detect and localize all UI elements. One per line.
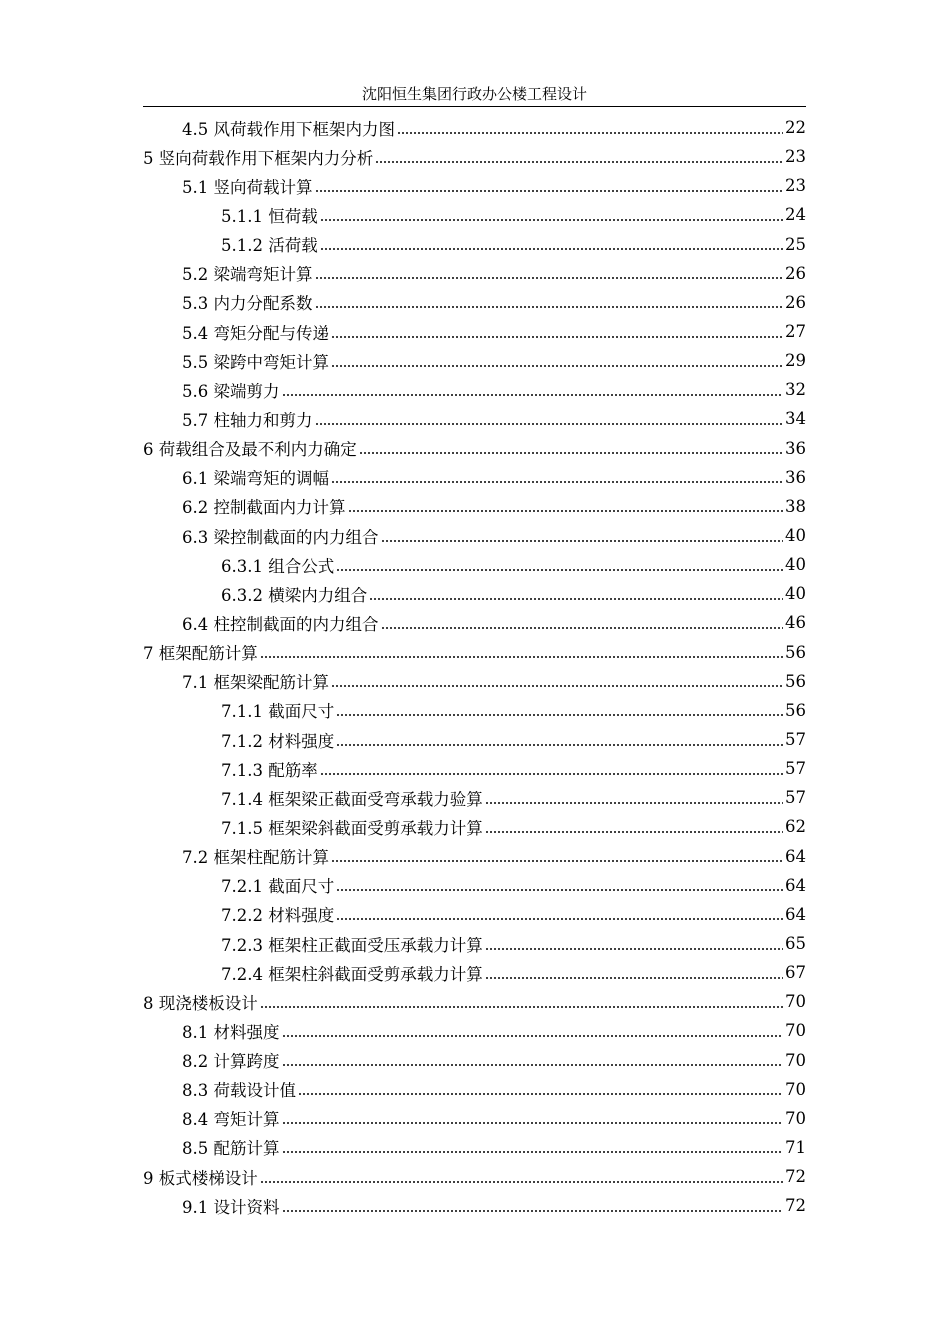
toc-entry-page: 29 — [785, 351, 806, 371]
toc-entry[interactable] — [143, 113, 806, 142]
toc-entry-label: 8.5 配筋计算 — [182, 1139, 280, 1159]
toc-entry-page: 64 — [785, 904, 806, 924]
toc-entry-page: 57 — [785, 730, 806, 750]
toc-dot-leader — [375, 159, 783, 165]
toc-entry-page: 23 — [785, 176, 806, 196]
toc-entry[interactable] — [143, 696, 806, 725]
toc-entry-label: 8.3 荷载设计值 — [182, 1081, 296, 1101]
toc-entry-page: 70 — [785, 1108, 806, 1128]
toc-dot-leader — [320, 771, 783, 777]
toc-entry[interactable] — [143, 1133, 806, 1162]
toc-entry[interactable] — [143, 754, 806, 783]
toc-dot-leader — [315, 275, 784, 281]
toc-dot-leader — [336, 742, 783, 748]
toc-entry-page: 46 — [785, 613, 806, 633]
toc-entry-page: 32 — [785, 380, 806, 400]
toc-entry-page: 70 — [785, 1021, 806, 1041]
toc-entry-page: 24 — [785, 205, 806, 225]
toc-entry-page: 38 — [785, 496, 806, 516]
toc-entry[interactable] — [143, 1016, 806, 1045]
toc-entry-label: 7.1.5 框架梁斜截面受剪承载力计算 — [221, 818, 483, 838]
toc-entry[interactable] — [143, 200, 806, 229]
toc-dot-leader — [298, 1091, 783, 1097]
toc-entry[interactable] — [143, 871, 806, 900]
toc-entry-page: 70 — [785, 1050, 806, 1070]
toc-dot-leader — [397, 130, 783, 136]
toc-entry-label: 8.1 材料强度 — [182, 1022, 280, 1042]
toc-entry-label: 7.2.2 材料强度 — [221, 906, 335, 926]
toc-dot-leader — [282, 1033, 784, 1039]
toc-entry-label: 6 荷载组合及最不利内力确定 — [143, 440, 357, 460]
toc-entry[interactable] — [143, 1191, 806, 1220]
toc-entry-label: 7.1.1 截面尺寸 — [221, 702, 335, 722]
toc-dot-leader — [381, 625, 784, 631]
toc-dot-leader — [336, 712, 783, 718]
toc-entry[interactable] — [143, 317, 806, 346]
toc-dot-leader — [336, 916, 783, 922]
toc-entry[interactable] — [143, 579, 806, 608]
toc-entry-page: 40 — [785, 526, 806, 546]
toc-dot-leader — [336, 567, 783, 573]
toc-entry[interactable] — [143, 434, 806, 463]
toc-entry-page: 71 — [785, 1137, 806, 1157]
toc-entry-page: 72 — [785, 1196, 806, 1216]
toc-entry[interactable] — [143, 929, 806, 958]
toc-entry-label: 7.1.3 配筋率 — [221, 760, 318, 780]
toc-entry-label: 5.1 竖向荷载计算 — [182, 177, 313, 197]
toc-entry[interactable] — [143, 404, 806, 433]
toc-entry[interactable] — [143, 550, 806, 579]
toc-entry[interactable] — [143, 521, 806, 550]
toc-entry[interactable] — [143, 987, 806, 1016]
toc-dot-leader — [320, 246, 783, 252]
toc-dot-leader — [282, 1120, 784, 1126]
toc-dot-leader — [331, 858, 783, 864]
toc-entry-page: 64 — [785, 846, 806, 866]
toc-entry-label: 5.1.1 恒荷载 — [221, 206, 318, 226]
toc-dot-leader — [315, 421, 784, 427]
toc-entry-label: 5.2 梁端弯矩计算 — [182, 265, 313, 285]
toc-entry[interactable] — [143, 958, 806, 987]
toc-entry[interactable] — [143, 142, 806, 171]
toc-entry-page: 56 — [785, 671, 806, 691]
toc-entry[interactable] — [143, 463, 806, 492]
toc-entry-label: 9 板式楼梯设计 — [143, 1168, 258, 1188]
toc-entry[interactable] — [143, 288, 806, 317]
toc-entry-page: 40 — [785, 584, 806, 604]
toc-entry-page: 57 — [785, 788, 806, 808]
toc-entry-label: 7.1 框架梁配筋计算 — [182, 673, 329, 693]
toc-dot-leader — [320, 217, 783, 223]
toc-dot-leader — [348, 508, 784, 514]
toc-dot-leader — [331, 479, 783, 485]
toc-entry-label: 7.2.1 截面尺寸 — [221, 877, 335, 897]
toc-entry-label: 5.3 内力分配系数 — [182, 294, 313, 314]
toc-entry-label: 7.2 框架柱配筋计算 — [182, 848, 329, 868]
toc-dot-leader — [369, 596, 783, 602]
toc-entry-page: 62 — [785, 817, 806, 837]
toc-entry-label: 5.5 梁跨中弯矩计算 — [182, 352, 329, 372]
toc-entry-label: 7.2.4 框架柱斜截面受剪承载力计算 — [221, 964, 483, 984]
toc-entry-page: 70 — [785, 992, 806, 1012]
toc-dot-leader — [282, 1149, 784, 1155]
toc-entry-label: 8.4 弯矩计算 — [182, 1110, 280, 1130]
toc-entry-page: 22 — [785, 118, 806, 138]
toc-entry[interactable] — [143, 667, 806, 696]
toc-dot-leader — [315, 188, 784, 194]
toc-dot-leader — [260, 1179, 783, 1185]
toc-dot-leader — [331, 363, 783, 369]
toc-entry[interactable] — [143, 812, 806, 841]
toc-entry-label: 5.6 梁端剪力 — [182, 381, 280, 401]
toc-entry[interactable] — [143, 608, 806, 637]
toc-dot-leader — [359, 450, 783, 456]
toc-entry[interactable] — [143, 346, 806, 375]
toc-dot-leader — [282, 1208, 784, 1214]
toc-entry-page: 34 — [785, 409, 806, 429]
toc-entry-label: 5.1.2 活荷载 — [221, 236, 318, 256]
toc-entry-label: 6.3.1 组合公式 — [221, 556, 335, 576]
toc-dot-leader — [260, 1004, 783, 1010]
toc-entry-label: 5 竖向荷载作用下框架内力分析 — [143, 148, 374, 168]
toc-entry-page: 57 — [785, 759, 806, 779]
toc-entry[interactable] — [143, 1075, 806, 1104]
toc-entry[interactable] — [143, 1046, 806, 1075]
toc-entry-page: 56 — [785, 642, 806, 662]
toc-dot-leader — [282, 392, 784, 398]
toc-dot-leader — [331, 334, 783, 340]
toc-entry-page: 36 — [785, 438, 806, 458]
toc-entry[interactable] — [143, 783, 806, 812]
toc-dot-leader — [381, 538, 784, 544]
toc-entry[interactable] — [143, 725, 806, 754]
toc-entry[interactable] — [143, 375, 806, 404]
toc-entry-page: 36 — [785, 467, 806, 487]
toc-entry[interactable] — [143, 842, 806, 871]
toc-entry-label: 4.5 风荷载作用下框架内力图 — [182, 119, 395, 139]
toc-entry[interactable] — [143, 1162, 806, 1191]
toc-dot-leader — [485, 946, 783, 952]
table-of-contents — [143, 113, 806, 1220]
page-header — [143, 82, 806, 107]
toc-entry-label: 9.1 设计资料 — [182, 1197, 280, 1217]
toc-entry-label: 7.2.3 框架柱正截面受压承载力计算 — [221, 935, 483, 955]
toc-entry-label: 6.1 梁端弯矩的调幅 — [182, 469, 329, 489]
toc-entry-page: 40 — [785, 555, 806, 575]
toc-entry-page: 26 — [785, 263, 806, 283]
toc-entry-page: 56 — [785, 700, 806, 720]
toc-entry[interactable] — [143, 1104, 806, 1133]
toc-dot-leader — [282, 1062, 784, 1068]
toc-entry-page: 65 — [785, 934, 806, 953]
toc-entry-label: 8 现浇楼板设计 — [143, 993, 258, 1013]
toc-entry-label: 7.1.2 材料强度 — [221, 731, 335, 751]
toc-entry-page: 67 — [785, 963, 806, 983]
toc-entry-label: 7.1.4 框架梁正截面受弯承载力验算 — [221, 789, 483, 809]
document-title: 沈阳恒生集团行政办公楼工程设计 — [361, 85, 587, 103]
toc-entry-page: 72 — [785, 1167, 806, 1187]
toc-entry-label: 6.3.2 横梁内力组合 — [221, 585, 368, 605]
toc-entry-label: 6.4 柱控制截面的内力组合 — [182, 614, 379, 634]
toc-entry-page: 26 — [785, 292, 806, 312]
toc-entry-label: 6.2 控制截面内力计算 — [182, 498, 346, 518]
toc-entry-label: 5.4 弯矩分配与传递 — [182, 323, 329, 343]
toc-entry-page: 64 — [785, 875, 806, 895]
toc-entry-page: 70 — [785, 1079, 806, 1099]
toc-dot-leader — [331, 683, 783, 689]
toc-entry[interactable] — [143, 492, 806, 521]
toc-entry-label: 8.2 计算跨度 — [182, 1052, 280, 1072]
toc-entry[interactable] — [143, 230, 806, 259]
toc-dot-leader — [485, 975, 783, 981]
toc-dot-leader — [485, 800, 783, 806]
toc-entry-page: 27 — [785, 322, 806, 342]
toc-entry[interactable] — [143, 638, 806, 667]
toc-entry-label: 6.3 梁控制截面的内力组合 — [182, 527, 379, 547]
toc-dot-leader — [315, 304, 784, 310]
toc-entry[interactable] — [143, 171, 806, 200]
toc-dot-leader — [260, 654, 783, 660]
toc-entry-page: 25 — [785, 234, 806, 254]
toc-entry-label: 7 框架配筋计算 — [143, 644, 258, 664]
toc-dot-leader — [336, 887, 783, 893]
toc-entry[interactable] — [143, 259, 806, 288]
toc-entry-page: 23 — [785, 147, 806, 167]
toc-dot-leader — [485, 829, 783, 835]
toc-entry[interactable] — [143, 900, 806, 929]
toc-entry-label: 5.7 柱轴力和剪力 — [182, 410, 313, 430]
